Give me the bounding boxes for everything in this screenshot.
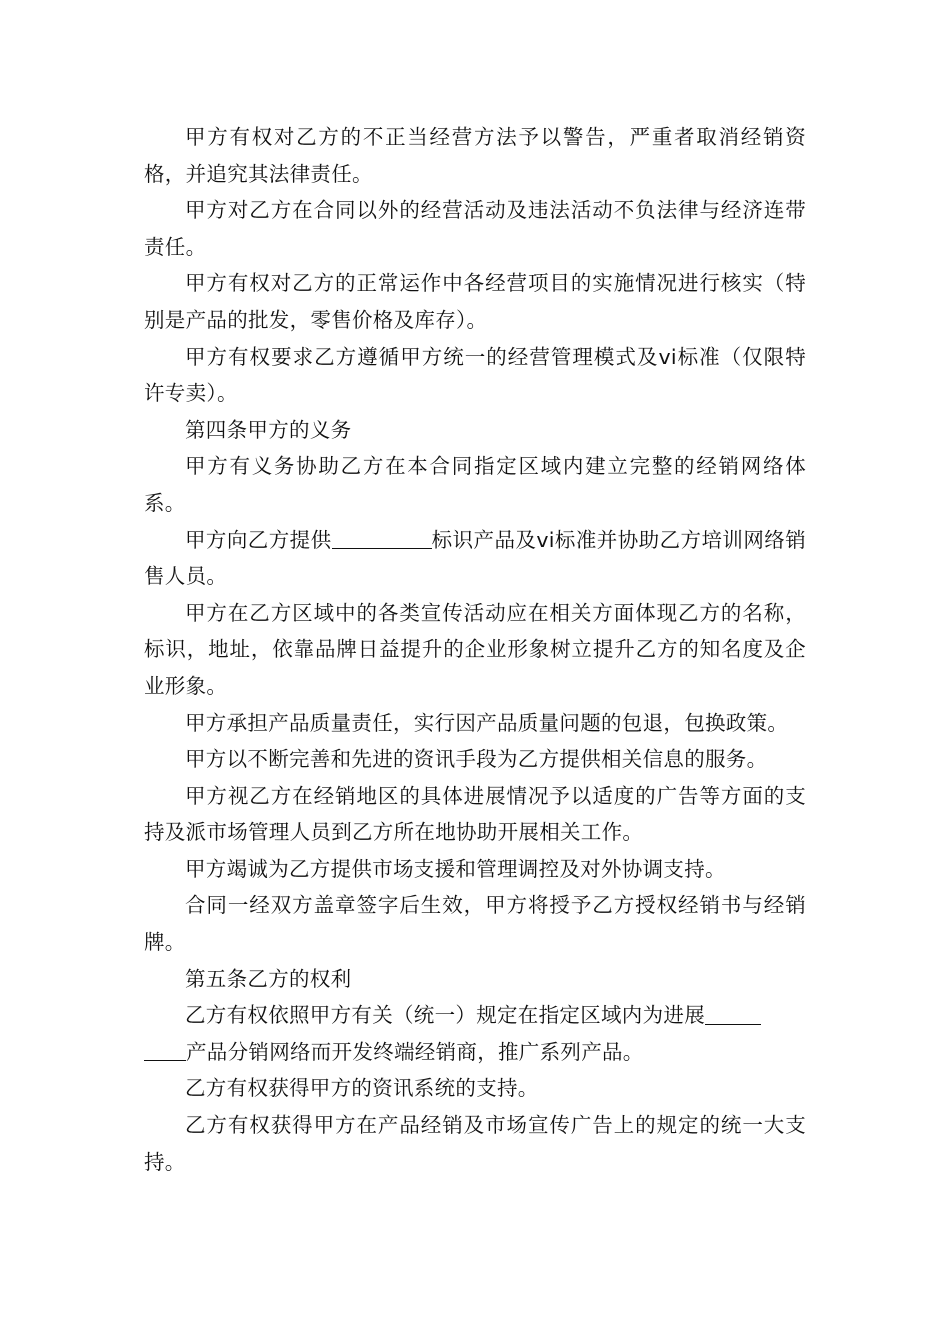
paragraph-effectiveness: 合同一经双方盖章签字后生效，甲方将授予乙方授权经销书与经销牌。 xyxy=(144,893,806,955)
paragraph-promotion: 甲方在乙方区域中的各类宣传活动应在相关方面体现乙方的名称，标识，地址，依靠品牌日益提升的企业形象树立提升乙方的知名度及企业形象。 xyxy=(144,600,806,698)
paragraph-information-service: 甲方以不断完善和先进的资讯手段为乙方提供相关信息的服务。 xyxy=(185,747,768,772)
paragraph-system-support: 乙方有权获得甲方的资讯系统的支持。 xyxy=(185,1076,539,1101)
paragraph-network-assist: 甲方有义务协助乙方在本合同指定区域内建立完整的经销网络体系。 xyxy=(144,454,806,515)
paragraph-no-liability: 甲方对乙方在合同以外的经营活动及违法活动不负法律与经济连带责任。 xyxy=(144,198,806,259)
paragraph-verification-right: 甲方有权对乙方的正常运作中各经营项目的实施情况进行核实（特别是产品的批发，零售价格及库存）。 xyxy=(144,271,806,332)
heading-article-four: 第四条甲方的义务 xyxy=(185,417,352,442)
paragraph-provide-logo-start: 甲方向乙方提供 xyxy=(185,527,332,552)
paragraph-vi-standard: 甲方有权要求乙方遵循甲方统一的经营管理模式及vi标准（仅限特许专卖）。 xyxy=(144,344,806,406)
paragraph-market-support: 甲方竭诚为乙方提供市场支援和管理调控及对外协调支持。 xyxy=(185,856,726,881)
paragraph-quality: 甲方承担产品质量责任，实行因产品质量问题的包退，包换政策。 xyxy=(185,710,789,735)
fill-in-blank-part-two[interactable] xyxy=(144,1040,186,1062)
fill-in-blank[interactable] xyxy=(332,527,432,549)
paragraph-advertising-support: 甲方视乙方在经销地区的具体进展情况予以适度的广告等方面的支持及派市场管理人员到乙方所在地协助开展相关工作。 xyxy=(144,783,806,845)
fill-in-blank-part-one[interactable] xyxy=(705,1003,761,1025)
heading-article-five: 第五条乙方的权利 xyxy=(185,966,352,991)
paragraph-distribution-right-start: 乙方有权依照甲方有关（统一）规定在指定区域内为进展 xyxy=(185,1003,705,1028)
paragraph-provide-logo xyxy=(144,522,806,595)
paragraph-distribution-right xyxy=(144,997,806,1070)
paragraph-provide-logo-end: 标识产品及vi标准并协助乙方培训网络销售人员。 xyxy=(144,527,806,589)
paragraph-warning-right: 甲方有权对乙方的不正当经营方法予以警告，严重者取消经销资格，并追究其法律责任。 xyxy=(144,125,806,186)
paragraph-distribution-right-end: 产品分销网络而开发终端经销商，推广系列产品。 xyxy=(186,1039,644,1064)
contract-text xyxy=(144,119,806,1180)
paragraph-unified-support: 乙方有权获得甲方在产品经销及市场宣传广告上的规定的统一大支持。 xyxy=(144,1113,806,1174)
